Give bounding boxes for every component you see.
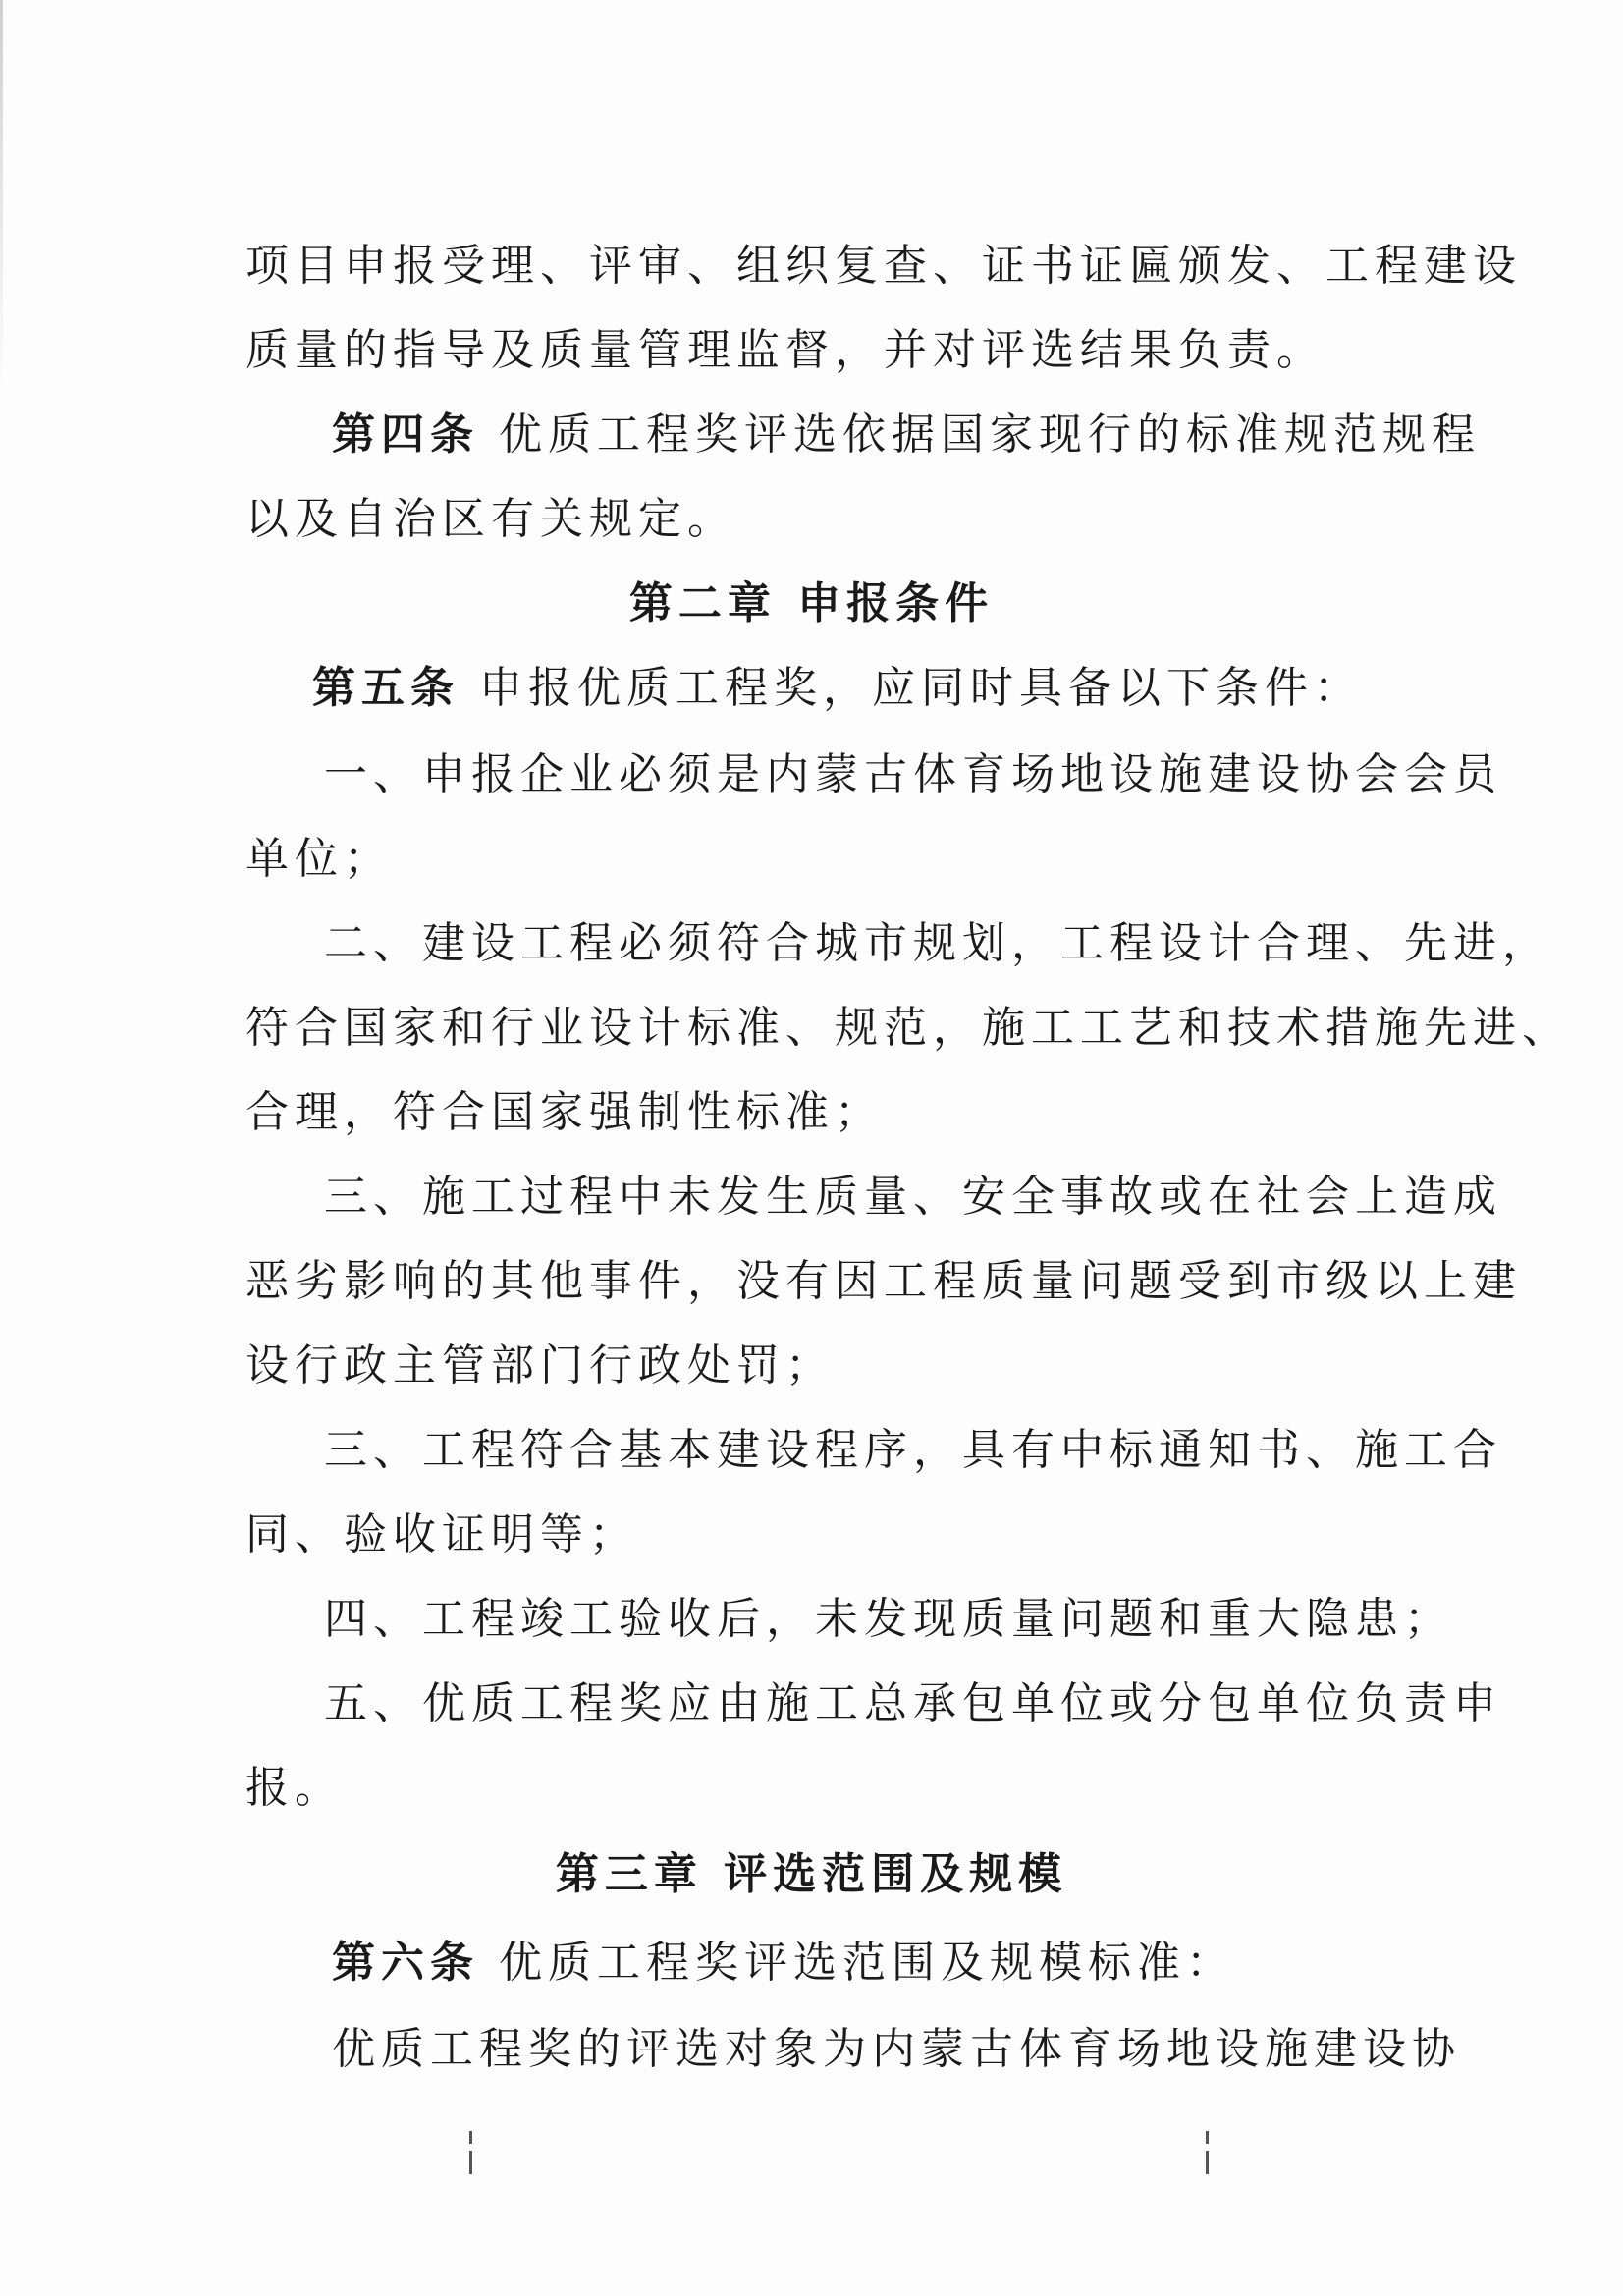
article-5-line xyxy=(312,646,1451,731)
article-4-cont: 以及自治区有关规定。 xyxy=(245,494,736,544)
article-4-text: 优质工程奖评选依据国家现行的标准规范规程 xyxy=(499,410,1481,460)
condition-line: 符合国家和行业设计标准、规范，施工工艺和技术措施先进、 xyxy=(245,1003,1571,1053)
condition-line: 五、优质工程奖应由施工总承包单位或分包单位负责申 xyxy=(324,1678,1502,1728)
article-5-lead: 第五条 xyxy=(312,663,460,713)
condition-line: 恶劣影响的其他事件，没有因工程质量问题受到市级以上建 xyxy=(245,1256,1522,1306)
article-4-lead: 第四条 xyxy=(332,410,479,460)
condition-line: 设行政主管部门行政处罚； xyxy=(245,1340,835,1391)
condition-line: 同、验收证明等； xyxy=(245,1509,638,1559)
binding-mark xyxy=(469,2131,472,2174)
article-5-text: 申报优质工程奖，应同时具备以下条件： xyxy=(479,663,1363,713)
condition-line: 单位； xyxy=(245,834,393,884)
article-4-line xyxy=(332,393,1481,477)
paragraph-line: 质量的指导及质量管理监督，并对评选结果负责。 xyxy=(245,325,1325,375)
scan-edge-shadow xyxy=(0,0,3,393)
condition-line: 一、申报企业必须是内蒙古体育场地设施建设协会会员 xyxy=(324,749,1502,799)
condition-line: 二、建设工程必须符合城市规划，工程设计合理、先进， xyxy=(324,918,1551,968)
article-6-text: 优质工程奖评选范围及规模标准： xyxy=(499,1938,1235,1988)
article-6-lead: 第六条 xyxy=(332,1938,479,1988)
condition-line: 三、工程符合基本建设程序，具有中标通知书、施工合 xyxy=(324,1425,1502,1475)
condition-line: 合理，符合国家强制性标准； xyxy=(245,1087,884,1137)
condition-line: 四、工程竣工验收后，未发现质量问题和重大隐患； xyxy=(324,1594,1453,1644)
condition-line: 三、施工过程中未发生质量、安全事故或在社会上造成 xyxy=(324,1172,1502,1222)
chapter-3-heading: 第三章 评选范围及规模 xyxy=(555,1849,1068,1899)
condition-line: 报。 xyxy=(245,1763,344,1813)
paragraph-line: 优质工程奖的评选对象为内蒙古体育场地设施建设协 xyxy=(332,2024,1461,2074)
chapter-2-heading: 第二章 申报条件 xyxy=(628,578,995,629)
paragraph-line: 项目申报受理、评审、组织复查、证书证匾颁发、工程建设 xyxy=(245,241,1522,291)
article-6-line xyxy=(332,1921,1471,2005)
binding-mark xyxy=(1206,2131,1209,2174)
